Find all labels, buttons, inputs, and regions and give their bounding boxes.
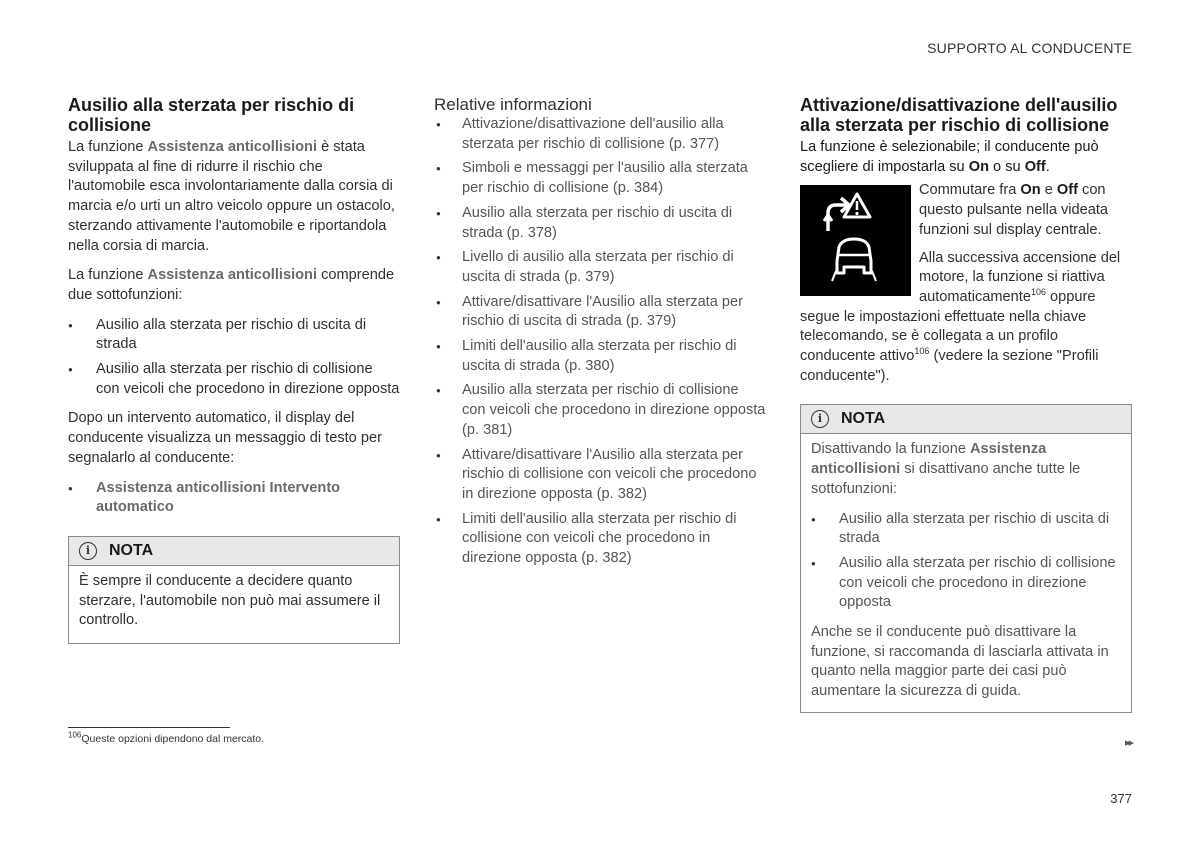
footnote-number: 106 <box>68 730 82 740</box>
intervention-paragraph: Dopo un intervento automatico, il display del conducente visualizza un messaggio di testo per segnalarlo al conducente: <box>68 410 382 466</box>
note-paragraph: Anche se il conducente può disattivare la funzione, si raccomanda di lasciarla attivata in quanto nella maggior parte dei casi può aumentare la sicurezza di guida. <box>811 624 1109 700</box>
footnote <box>68 730 265 745</box>
note-box <box>68 536 400 644</box>
activation-title: Attivazione/disattivazione dell'ausilio alla sterzata per rischio di collisione <box>800 95 1118 135</box>
selectable-text-pre: La funzione è selezionabile; il conducente può scegliere di impostarla su <box>800 139 1099 175</box>
note-list <box>811 510 1121 614</box>
assistenza-anticollisioni-link[interactable]: Assistenza anticollisioni <box>147 139 318 155</box>
intro-text-post: è stata sviluppata al fine di ridurre il rischio che l'automobile esca involontariamente dalla corsia di marcia e/o urti un altro veicolo oppure un ostacolo, sterzando attivamente l'automobile e riportandola nella corsia di marcia. <box>68 139 395 254</box>
related-info <box>434 95 766 579</box>
related-link[interactable]: ● Livello di ausilio alla sterzata per rischio di uscita di strada (p. 379) <box>434 248 766 287</box>
list-item: ● Ausilio alla sterzata per rischio di uscita di strada <box>68 316 400 355</box>
toggle-text-pre: Commutare fra <box>919 182 1021 199</box>
assistenza-anticollisioni-link[interactable]: Assistenza anticollisioni <box>147 267 318 284</box>
main-article <box>68 95 400 644</box>
list-item: ● Ausilio alla sterzata per rischio di collisione con veicoli che procedono in direzione opposta <box>68 360 400 399</box>
list-item: ● Ausilio alla sterzata per rischio di uscita di strada <box>811 510 1121 549</box>
related-link[interactable]: ● Attivare/disattivare l'Ausilio alla sterzata per rischio di collisione con veicoli che procedono in direzione opposta (p. 382) <box>434 446 766 505</box>
off-label: Off <box>1056 182 1078 199</box>
activation-article <box>800 95 1132 713</box>
collision-steering-icon <box>800 185 911 296</box>
subfunctions-text-post: comprende due sottofunzioni: <box>68 267 395 303</box>
related-link[interactable]: ● Simboli e messaggi per l'ausilio alla sterzata per rischio di collisione (p. 384) <box>434 159 766 198</box>
message-list <box>68 479 400 518</box>
note-header <box>69 537 399 566</box>
list-item: ● Ausilio alla sterzata per rischio di collisione con veicoli che procedono in direzione opposta <box>811 554 1121 613</box>
intro-paragraph <box>68 138 400 256</box>
note-body <box>69 566 399 643</box>
footnote-ref[interactable]: 106 <box>1030 287 1046 298</box>
on-label: On <box>1020 182 1041 199</box>
note-title: NOTA <box>841 410 886 428</box>
section-header: SUPPORTO AL CONDUCENTE <box>927 40 1132 56</box>
page-number: 377 <box>1110 791 1132 806</box>
subfunctions-text-pre: La funzione <box>68 267 148 284</box>
note-title: NOTA <box>109 541 154 559</box>
related-link[interactable]: ● Limiti dell'ausilio alla sterzata per rischio di collisione con veicoli che procedono in direzione opposta (p. 382) <box>434 510 766 569</box>
related-link[interactable]: ● Limiti dell'ausilio alla sterzata per rischio di uscita di strada (p. 380) <box>434 337 766 376</box>
note-text: È sempre il conducente a decidere quanto sterzare, l'automobile non può mai assumere il controllo. <box>79 572 381 629</box>
message-link[interactable]: ● Assistenza anticollisioni Intervento automatico <box>68 479 400 518</box>
footnote-text: Queste opzioni dipendono dal mercato. <box>81 733 265 745</box>
off-label: Off <box>1024 158 1046 175</box>
note-paragraph <box>811 440 1121 499</box>
toggle-text-post: con questo pulsante nella videata funzioni sul display centrale. <box>919 182 1109 238</box>
footnote-ref[interactable]: 106 <box>914 346 930 357</box>
restart-text-post: (vedere la sezione "Profili conducente"). <box>800 348 1099 384</box>
next-page-arrows-icon[interactable]: ▸▸ <box>1124 737 1132 749</box>
toggle-text-mid: e <box>1040 182 1057 199</box>
related-info-title: Relative informazioni <box>434 95 592 114</box>
info-icon: i <box>79 542 97 560</box>
related-links-list <box>434 115 766 569</box>
assistenza-anticollisioni-link[interactable]: Assistenza anticollisioni <box>811 441 1047 478</box>
selectable-paragraph <box>800 138 1132 177</box>
on-label: On <box>968 158 989 175</box>
related-link[interactable]: ● Ausilio alla sterzata per rischio di collisione con veicoli che procedono in direzione opposta (p. 381) <box>434 381 766 440</box>
selectable-text-post: . <box>1045 158 1050 175</box>
article-title: Ausilio alla sterzata per rischio di collisione <box>68 95 355 135</box>
subfunctions-list <box>68 316 400 400</box>
subfunctions-paragraph <box>68 266 400 305</box>
info-icon: i <box>811 410 829 428</box>
related-link[interactable]: ● Attivare/disattivare l'Ausilio alla sterzata per rischio di uscita di strada (p. 379) <box>434 293 766 332</box>
restart-text-pre: Alla successiva accensione del motore, la funzione si riattiva automaticamente <box>919 249 1121 305</box>
intro-text-pre: La funzione <box>68 139 148 155</box>
footnote-divider <box>68 727 230 728</box>
related-link[interactable]: ● Ausilio alla sterzata per rischio di uscita di strada (p. 378) <box>434 204 766 243</box>
restart-text-mid: oppure segue le impostazioni effettuate nella chiave telecomando, se è collegata a un profilo conducente attivo <box>800 288 1096 365</box>
note-header <box>801 405 1131 434</box>
note-box <box>800 404 1132 712</box>
note-text-post: si disattivano anche tutte le sottofunzioni: <box>811 461 1081 497</box>
related-link[interactable]: ● Attivazione/disattivazione dell'ausilio alla sterzata per rischio di collisione (p. 377) <box>434 115 766 154</box>
note-body <box>801 434 1131 711</box>
collision-steering-button-icon[interactable] <box>800 185 911 296</box>
selectable-text-mid: o su <box>989 158 1025 175</box>
note-text-pre: Disattivando la funzione <box>811 441 971 458</box>
